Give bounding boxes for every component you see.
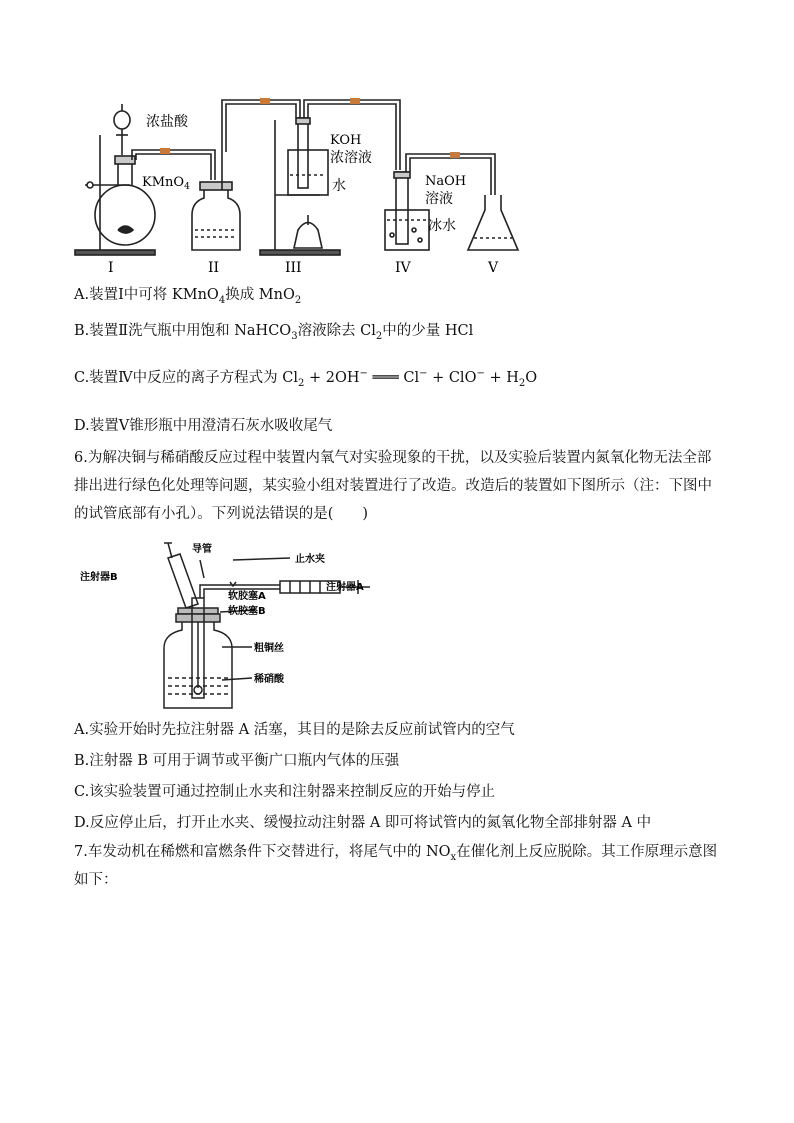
q6-option-d: D.反应停止后，打开止水夹、缓慢拉动注射器 A 即可将试管内的氮氧化物全部排射器 A 中 [74,815,652,831]
label-ice-water: 冰水 [428,218,456,234]
q7-stem: 7.车发动机在稀燃和富燃条件下交替进行，将尾气中的 $NO_x$在催化剂上反应脱除。其工作原理示意图如下： [74,844,718,888]
label-dilute-hno3: 稀硝酸 [254,674,284,685]
label-koh-conc: 浓溶液 [330,150,372,166]
label-kmno4-sub: 4 [184,182,190,192]
label-solution: 溶液 [425,191,453,207]
apparatus-label-3: III [285,260,302,276]
q5-option-b: B.装置Ⅱ洗气瓶中用饱和 NaHCO$_3$溶液除去 $Cl_2$中的少量 HCl [74,323,474,342]
label-kmno4: KMnO [142,175,185,190]
q6-option-c: C.该实验装置可通过控制止水夹和注射器来控制反应的开始与停止 [74,784,496,800]
q6-option-b: B.注射器 B 可用于调节或平衡广口瓶内气体的压强 [74,753,400,769]
label-conc-hcl: 浓盐酸 [146,114,188,130]
q6-option-a: A.实验开始时先拉注射器 A 活塞，其目的是除去反应前试管内的空气 [74,722,515,738]
q6-stem: 6.为解决铜与稀硝酸反应过程中装置内氧气对实验现象的干扰，以及实验后装置内氮氧化物无法全部排出进行绿色化处理等问题，某实验小组对装置进行了改造。改造后的装置如下图所示（注：下图中的试管底部有小孔）。下列说法错误的是( ) [74,450,712,522]
label-tube: 导管 [192,544,212,555]
apparatus-label-4: IV [395,260,411,276]
label-copper-wire: 粗铜丝 [254,643,284,654]
q5-option-d: D.装置Ⅴ锥形瓶中用澄清石灰水吸收尾气 [74,418,333,434]
label-naoh: NaOH [425,174,467,189]
apparatus-label-1: I [108,260,114,276]
apparatus-label-2: II [208,260,220,276]
label-stopper-a: 软胶塞A [228,591,266,602]
label-stopper-b: 软胶塞B [228,606,266,617]
apparatus-figure-2 [80,538,410,714]
q5-option-a: A.装置Ⅰ中可将 KMnO$_4$换成 MnO$_2$ [74,287,302,306]
apparatus-figure-1 [70,90,540,280]
q5-option-c: C.装置Ⅳ中反应的离子方程式为 $Cl_2 + 2OH^-$ ═══ $Cl^- + ClO^- + H_2O$ [74,368,538,389]
label-clamp: 止水夹 [295,554,325,565]
label-syringe-a: 注射器A [326,582,364,593]
label-syringe-b: 注射器B [80,572,118,583]
label-water: 水 [332,178,346,194]
apparatus-label-5: V [488,260,499,276]
label-koh: KOH [330,133,362,148]
svg-text:KMnO4 [142,175,190,192]
